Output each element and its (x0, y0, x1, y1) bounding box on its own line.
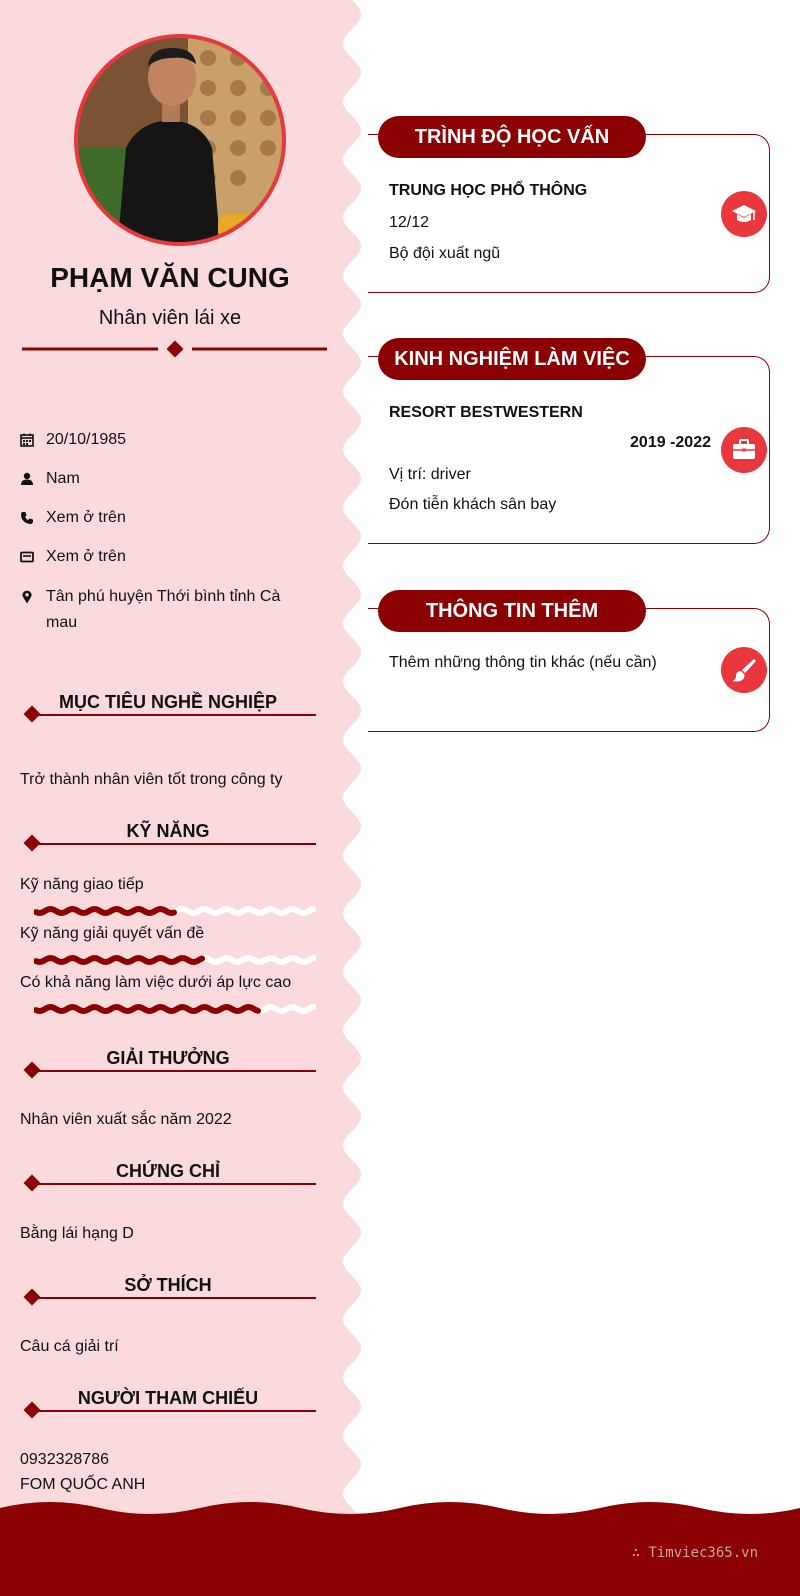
section-title: NGƯỜI THAM CHIẾU (77, 1388, 259, 1408)
section-title: GIẢI THƯỞNG (106, 1048, 230, 1068)
awards-text: Nhân viên xuất sắc năm 2022 (20, 1111, 232, 1128)
contact-birthdate (20, 427, 290, 453)
experience-period: 2019 -2022 (630, 434, 711, 451)
section-title: KỸ NĂNG (126, 821, 210, 841)
section-line (32, 843, 316, 845)
watermark: ∴ Timviec365.vn (631, 1545, 758, 1561)
contact-text: Xem ở trên (46, 509, 126, 526)
contact-text: Nam (46, 470, 80, 487)
user-icon (20, 472, 34, 486)
experience-description: Đón tiễn khách sân bay (389, 496, 557, 513)
section-title: SỞ THÍCH (124, 1275, 212, 1295)
email-icon (20, 550, 34, 564)
avatar (74, 34, 286, 246)
contact-gender (20, 466, 290, 492)
objective-text: Trở thành nhân viên tốt trong công ty (20, 771, 283, 788)
skill-fill (36, 958, 202, 962)
skill-level-bar (34, 905, 316, 917)
job-title: Nhân viên lái xe (98, 307, 242, 329)
phone-icon (20, 511, 34, 525)
section-line (32, 714, 316, 716)
name-divider (22, 340, 327, 358)
calendar-icon (20, 433, 34, 447)
additional-text: Thêm những thông tin khác (nếu cần) (389, 654, 657, 671)
location-icon (20, 590, 34, 604)
skill-fill (36, 909, 174, 913)
section-title: MỤC TIÊU NGHỀ NGHIỆP (58, 692, 277, 712)
hobbies-text: Câu cá giải trí (20, 1338, 119, 1355)
education-heading: TRÌNH ĐỘ HỌC VẤN (378, 116, 646, 158)
profile-photo (78, 38, 282, 242)
hobbies-heading (20, 1275, 316, 1305)
contact-address (20, 584, 290, 636)
reference-name: FOM QUỐC ANH (20, 1476, 146, 1493)
awards-heading (20, 1048, 316, 1078)
section-line (32, 1183, 316, 1185)
section-line (32, 1070, 316, 1072)
skill-fill (36, 1007, 258, 1011)
contact-email (20, 544, 290, 570)
education-school: TRUNG HỌC PHỔ THÔNG (389, 182, 588, 199)
contact-text: 20/10/1985 (46, 431, 127, 448)
reference-phone: 0932328786 (20, 1451, 109, 1468)
additional-heading: THÔNG TIN THÊM (378, 590, 646, 632)
skill-level-bar (34, 1003, 316, 1015)
section-line (32, 1410, 316, 1412)
objective-heading (20, 692, 316, 722)
contact-phone (20, 505, 290, 531)
candidate-name: PHẠM VĂN CUNG (50, 262, 290, 293)
education-grade: 12/12 (389, 214, 430, 231)
references-heading (20, 1388, 316, 1418)
skill-level-bar (34, 954, 316, 966)
graduation-cap-icon (721, 191, 767, 237)
skill-name: Kỹ năng giao tiếp (20, 876, 144, 893)
skills-heading (20, 821, 316, 851)
education-note: Bộ đội xuất ngũ (389, 245, 501, 262)
section-line (32, 1297, 316, 1299)
experience-company: RESORT BESTWESTERN (389, 404, 583, 421)
experience-position: Vị trí: driver (389, 466, 471, 483)
experience-heading: KINH NGHIỆM LÀM VIỆC (378, 338, 646, 380)
contact-text: Xem ở trên (46, 548, 126, 565)
certificates-heading (20, 1161, 316, 1191)
skill-name: Kỹ năng giải quyết vấn đề (20, 925, 205, 942)
section-title: CHỨNG CHỈ (116, 1161, 220, 1181)
contact-text: Tân phú huyện Thới bình tỉnh Cà mau (46, 588, 281, 631)
briefcase-icon (721, 427, 767, 473)
skill-name: Có khả năng làm việc dưới áp lực cao (20, 974, 292, 991)
certificates-text: Bằng lái hạng D (20, 1225, 134, 1242)
brush-icon (721, 647, 767, 693)
